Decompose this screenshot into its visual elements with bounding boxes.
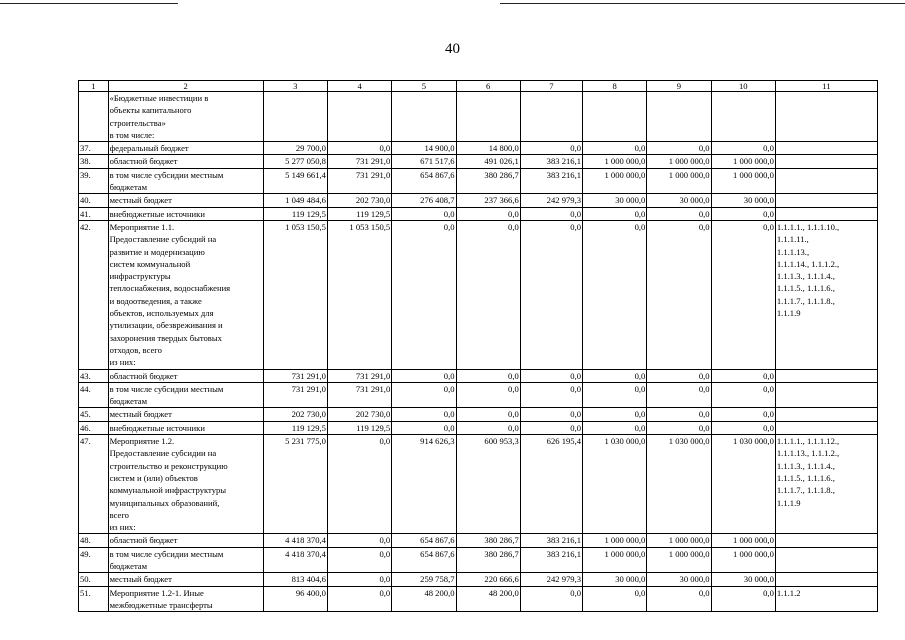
value-cell: 0,0 [711,408,775,421]
description-line: объекты капитального [109,105,192,116]
value-cell: 0,0 [392,421,456,434]
value-cell: 1 049 484,6 [263,194,327,207]
value-cell: 380 286,7 [456,534,520,547]
value-cell [711,92,775,142]
value-cell: 1 053 150,5 [327,220,391,369]
column-header: 8 [583,81,647,92]
value-cell: 30 000,0 [583,194,647,207]
value-cell: 5 277 050,8 [263,155,327,168]
row-number: 42. [79,220,109,369]
ref-line: 1.1.1.7., 1.1.1.8., [776,295,835,306]
value-cell: 654 867,6 [392,168,456,194]
value-cell: 48 200,0 [392,586,456,612]
value-cell: 1 000 000,0 [647,168,711,194]
value-cell: 491 026,1 [456,155,520,168]
row-description [108,586,263,612]
description-line: в том числе субсидии местным [109,548,224,559]
value-cell: 731 291,0 [263,369,327,382]
value-cell: 1 030 000,0 [647,435,711,534]
row-description [108,220,263,369]
page-number: 40 [445,41,460,57]
value-cell: 4 418 370,4 [263,534,327,547]
table-row [79,194,878,207]
column-header: 10 [711,81,775,92]
row-description [108,421,263,434]
value-cell: 119 129,5 [263,421,327,434]
value-cell: 731 291,0 [327,155,391,168]
value-cell: 383 216,1 [520,168,582,194]
indicator-refs [775,382,877,408]
value-cell: 30 000,0 [583,573,647,586]
indicator-refs [775,435,877,534]
description-line: из них: [109,522,136,533]
value-cell: 383 216,1 [520,534,582,547]
ref-line: 1.1.1.1., 1.1.1.10., [776,221,840,232]
description-line: Мероприятие 1.2-1. Иные [109,587,204,598]
row-number: 44. [79,382,109,408]
value-cell: 383 216,1 [520,155,582,168]
value-cell: 383 216,1 [520,547,582,573]
description-line: бюджетам [109,182,148,193]
description-line: межбюджетные трансферты [109,599,213,610]
column-header: 11 [775,81,877,92]
column-header: 7 [520,81,582,92]
value-cell [520,92,582,142]
value-cell [647,92,711,142]
row-number: 37. [79,142,109,155]
value-cell: 0,0 [583,421,647,434]
row-number [79,92,109,142]
value-cell: 1 000 000,0 [711,168,775,194]
row-description [108,547,263,573]
indicator-refs [775,573,877,586]
value-cell: 0,0 [647,142,711,155]
value-cell: 0,0 [520,142,582,155]
description-line: муниципальных образований, [109,497,220,508]
value-cell: 914 626,3 [392,435,456,534]
value-cell: 0,0 [647,207,711,220]
row-description [108,142,263,155]
value-cell: 0,0 [520,421,582,434]
ref-line: 1.1.1.9 [776,308,801,319]
column-header: 9 [647,81,711,92]
value-cell [327,92,391,142]
table-row [79,586,878,612]
value-cell: 14 900,0 [392,142,456,155]
value-cell: 5 149 661,4 [263,168,327,194]
description-line: местный бюджет [109,574,172,585]
row-number: 48. [79,534,109,547]
column-header: 4 [327,81,391,92]
row-description [108,573,263,586]
table-row [79,220,878,369]
indicator-refs [775,586,877,612]
value-cell: 0,0 [327,142,391,155]
description-line: систем коммунальной [109,258,191,269]
ref-line: 1.1.1.2 [776,587,801,598]
description-line: областной бюджет [109,156,178,167]
table-row [79,534,878,547]
value-cell: 1 000 000,0 [647,155,711,168]
row-description [108,382,263,408]
value-cell: 30 000,0 [711,194,775,207]
value-cell: 259 758,7 [392,573,456,586]
value-cell: 626 195,4 [520,435,582,534]
description-line: в том числе субсидии местным [109,169,224,180]
value-cell: 0,0 [647,382,711,408]
table-row [79,408,878,421]
value-cell: 0,0 [711,207,775,220]
value-cell [263,92,327,142]
value-cell: 654 867,6 [392,547,456,573]
value-cell: 731 291,0 [327,168,391,194]
row-number: 40. [79,194,109,207]
value-cell: 1 030 000,0 [583,435,647,534]
description-line: строительство и реконструкцию [109,460,228,471]
value-cell: 0,0 [583,220,647,369]
value-cell: 29 700,0 [263,142,327,155]
ref-line: 1.1.1.1., 1.1.1.12., [776,436,840,447]
description-line: областной бюджет [109,370,178,381]
value-cell: 0,0 [456,369,520,382]
budget-table [78,80,878,612]
value-cell: 731 291,0 [263,382,327,408]
value-cell: 0,0 [711,220,775,369]
row-number: 51. [79,586,109,612]
value-cell: 0,0 [583,408,647,421]
value-cell: 0,0 [711,142,775,155]
value-cell: 4 418 370,4 [263,547,327,573]
top-rule-right [500,3,905,4]
column-header: 3 [263,81,327,92]
table-row [79,382,878,408]
value-cell: 1 000 000,0 [583,547,647,573]
table-row [79,421,878,434]
value-cell: 0,0 [583,369,647,382]
indicator-refs [775,194,877,207]
value-cell: 119 129,5 [327,421,391,434]
value-cell: 202 730,0 [263,408,327,421]
description-line: всего [109,509,129,520]
value-cell: 731 291,0 [327,382,391,408]
ref-line: 1.1.1.13., 1.1.1.2., [776,448,840,459]
table-row [79,435,878,534]
row-description [108,92,263,142]
value-cell: 1 000 000,0 [711,534,775,547]
value-cell: 1 000 000,0 [711,155,775,168]
description-line: внебюджетные источники [109,422,205,433]
table-row [79,207,878,220]
table-row [79,573,878,586]
description-line: коммунальной инфраструктуры [109,485,227,496]
value-cell: 0,0 [647,408,711,421]
value-cell [456,92,520,142]
value-cell: 0,0 [647,586,711,612]
table-row [79,142,878,155]
value-cell: 0,0 [520,382,582,408]
indicator-refs [775,142,877,155]
indicator-refs [775,421,877,434]
ref-line: 1.1.1.5., 1.1.1.6., [776,283,835,294]
value-cell: 0,0 [392,382,456,408]
description-line: отходов, всего [109,344,162,355]
table-header-row [79,81,878,92]
value-cell: 0,0 [456,408,520,421]
description-line: внебюджетные источники [109,208,205,219]
value-cell: 14 800,0 [456,142,520,155]
ref-line: 1.1.1.5., 1.1.1.6., [776,472,835,483]
value-cell: 380 286,7 [456,168,520,194]
value-cell: 1 000 000,0 [647,547,711,573]
column-header: 5 [392,81,456,92]
value-cell: 731 291,0 [327,369,391,382]
description-line: захоронения твердых бытовых [109,332,222,343]
value-cell: 0,0 [456,207,520,220]
value-cell: 0,0 [583,142,647,155]
value-cell: 0,0 [711,382,775,408]
value-cell: 220 666,6 [456,573,520,586]
value-cell: 1 053 150,5 [263,220,327,369]
top-rule-left [0,3,178,4]
value-cell: 0,0 [583,382,647,408]
row-number: 39. [79,168,109,194]
row-number: 38. [79,155,109,168]
indicator-refs [775,207,877,220]
row-description [108,155,263,168]
description-line: бюджетам [109,396,148,407]
value-cell: 119 129,5 [327,207,391,220]
row-number: 41. [79,207,109,220]
indicator-refs [775,547,877,573]
value-cell: 1 000 000,0 [583,155,647,168]
row-number: 45. [79,408,109,421]
table-row [79,155,878,168]
indicator-refs [775,155,877,168]
indicator-refs [775,92,877,142]
value-cell: 242 979,3 [520,573,582,586]
column-header: 1 [79,81,109,92]
value-cell: 0,0 [327,573,391,586]
description-line: объектов, используемых для [109,308,214,319]
row-description [108,369,263,382]
value-cell: 48 200,0 [456,586,520,612]
description-line: Мероприятие 1.2. [109,436,175,447]
row-number: 49. [79,547,109,573]
ref-line: 1.1.1.9 [776,497,801,508]
ref-line: 1.1.1.13., [776,246,810,257]
value-cell: 0,0 [456,421,520,434]
row-description [108,194,263,207]
row-number: 46. [79,421,109,434]
value-cell: 0,0 [583,207,647,220]
value-cell [392,92,456,142]
column-header: 2 [108,81,263,92]
value-cell: 0,0 [520,408,582,421]
description-line: теплоснабжения, водоснабжения [109,283,231,294]
description-line: из них: [109,357,136,368]
value-cell: 0,0 [647,421,711,434]
value-cell: 0,0 [456,382,520,408]
value-cell: 5 231 775,0 [263,435,327,534]
value-cell: 600 953,3 [456,435,520,534]
description-line: в том числе: [109,129,155,140]
value-cell: 0,0 [583,586,647,612]
description-line: федеральный бюджет [109,143,189,154]
value-cell: 0,0 [327,547,391,573]
value-cell: 1 030 000,0 [711,435,775,534]
row-number: 50. [79,573,109,586]
row-description [108,168,263,194]
row-number: 47. [79,435,109,534]
value-cell: 96 400,0 [263,586,327,612]
value-cell: 0,0 [647,220,711,369]
description-line: утилизации, обезвреживания и [109,320,223,331]
value-cell: 0,0 [327,435,391,534]
row-number: 43. [79,369,109,382]
ref-line: 1.1.1.7., 1.1.1.8., [776,485,835,496]
indicator-refs [775,168,877,194]
value-cell: 0,0 [711,369,775,382]
value-cell: 237 366,6 [456,194,520,207]
value-cell: 30 000,0 [711,573,775,586]
indicator-refs [775,534,877,547]
description-line: развитие и модернизацию [109,246,205,257]
description-line: Мероприятие 1.1. [109,221,175,232]
value-cell: 30 000,0 [647,573,711,586]
description-line: и водоотведения, а также [109,295,202,306]
value-cell: 0,0 [456,220,520,369]
value-cell: 0,0 [327,586,391,612]
row-description [108,408,263,421]
value-cell: 1 000 000,0 [711,547,775,573]
value-cell: 380 286,7 [456,547,520,573]
ref-line: 1.1.1.14., 1.1.1.2., [776,258,840,269]
value-cell: 0,0 [392,220,456,369]
value-cell: 1 000 000,0 [647,534,711,547]
value-cell: 813 404,6 [263,573,327,586]
description-line: областной бюджет [109,535,178,546]
value-cell [583,92,647,142]
description-line: бюджетам [109,560,148,571]
description-line: строительства» [109,117,166,128]
value-cell: 202 730,0 [327,408,391,421]
indicator-refs [775,369,877,382]
value-cell: 0,0 [392,408,456,421]
description-line: местный бюджет [109,195,172,206]
value-cell: 202 730,0 [327,194,391,207]
value-cell: 0,0 [392,369,456,382]
indicator-refs [775,408,877,421]
row-description [108,435,263,534]
value-cell: 0,0 [520,586,582,612]
value-cell: 0,0 [327,534,391,547]
value-cell: 1 000 000,0 [583,168,647,194]
value-cell: 242 979,3 [520,194,582,207]
row-description [108,207,263,220]
table-row [79,92,878,142]
value-cell: 654 867,6 [392,534,456,547]
table-row [79,369,878,382]
value-cell: 0,0 [711,421,775,434]
value-cell: 1 000 000,0 [583,534,647,547]
indicator-refs [775,220,877,369]
row-description [108,534,263,547]
ref-line: 1.1.1.3., 1.1.1.4., [776,460,835,471]
value-cell: 0,0 [520,207,582,220]
description-line: систем и (или) объектов [109,472,198,483]
description-line: Предоставление субсидии на [109,448,217,459]
value-cell: 0,0 [392,207,456,220]
table-row [79,168,878,194]
value-cell: 119 129,5 [263,207,327,220]
description-line: местный бюджет [109,409,172,420]
value-cell: 30 000,0 [647,194,711,207]
value-cell: 671 517,6 [392,155,456,168]
description-line: инфраструктуры [109,271,171,282]
value-cell: 276 408,7 [392,194,456,207]
description-line: «Бюджетные инвестиции в [109,93,209,103]
column-header: 6 [456,81,520,92]
value-cell: 0,0 [520,369,582,382]
table-row [79,547,878,573]
description-line: в том числе субсидии местным [109,383,224,394]
value-cell: 0,0 [520,220,582,369]
ref-line: 1.1.1.11., [776,234,809,245]
value-cell: 0,0 [647,369,711,382]
ref-line: 1.1.1.3., 1.1.1.4., [776,271,835,282]
value-cell: 0,0 [711,586,775,612]
description-line: Предоставление субсидий на [109,234,217,245]
